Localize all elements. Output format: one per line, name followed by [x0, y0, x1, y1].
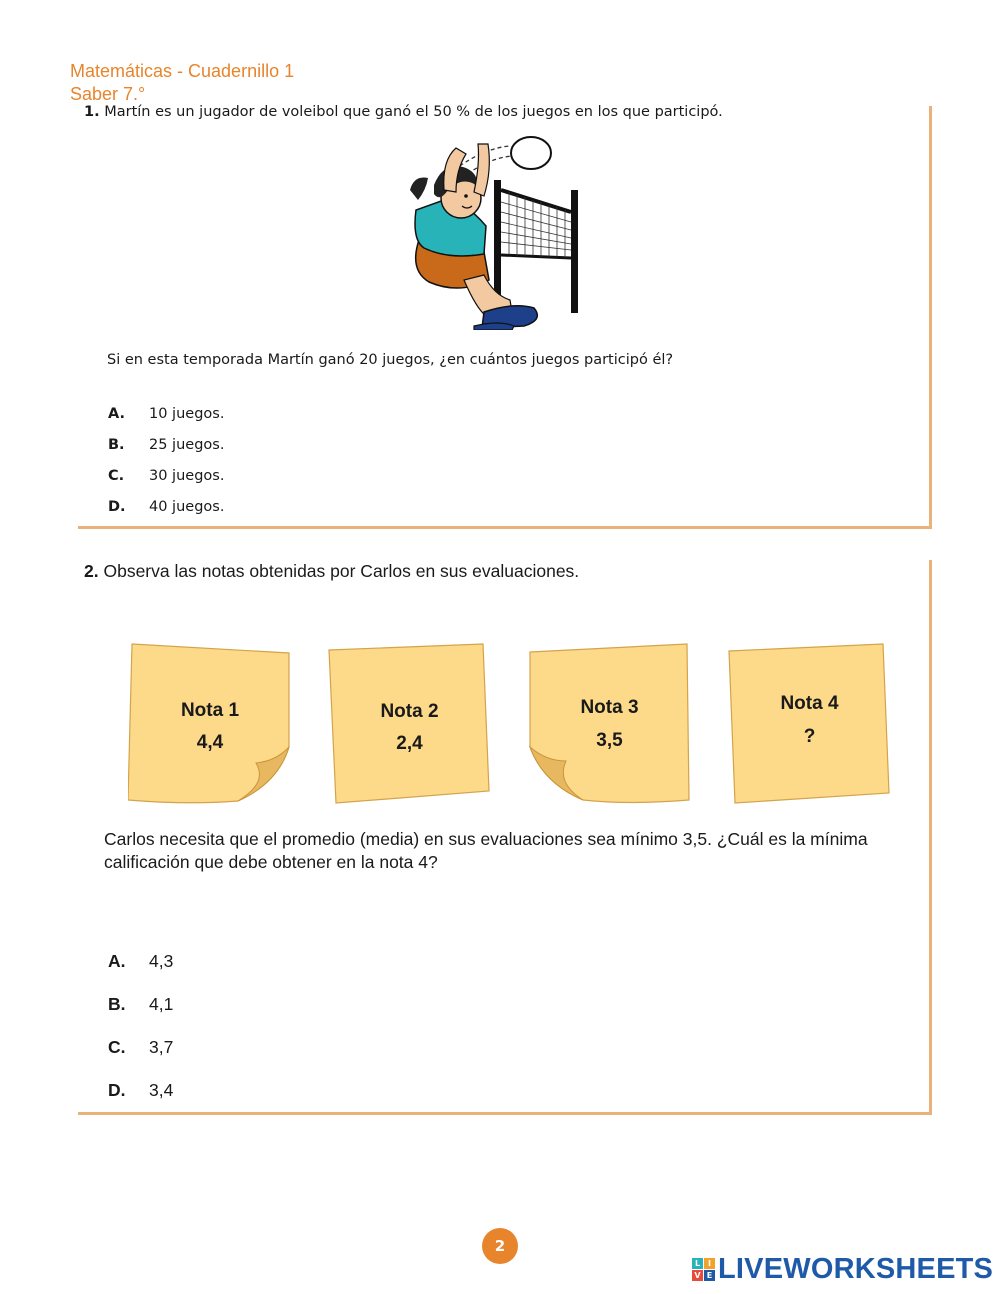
question-number: 2. — [84, 561, 99, 581]
option-text: 25 juegos. — [149, 436, 225, 453]
answer-option-d[interactable] — [108, 1069, 173, 1112]
brand-icon-letter: L — [692, 1258, 703, 1269]
answer-option-b[interactable] — [108, 429, 224, 460]
question-1-stem — [84, 104, 723, 120]
liveworksheets-logo[interactable] — [692, 1253, 993, 1286]
option-letter: B. — [108, 436, 125, 453]
option-text: 3,7 — [149, 1037, 174, 1057]
grade-level: Saber 7.° — [70, 84, 146, 104]
question-2-options — [108, 940, 173, 1112]
brand-name: LIVEWORKSHEETS — [718, 1253, 994, 1285]
note-card-1 — [128, 643, 292, 805]
question-1-panel — [78, 106, 932, 529]
answer-option-a[interactable] — [108, 398, 224, 429]
answer-option-c[interactable] — [108, 1026, 173, 1069]
question-text: Martín es un jugador de voleibol que ganó el 50 % de los juegos en los que participó. — [104, 104, 723, 120]
answer-option-a[interactable] — [108, 940, 173, 983]
brand-icon-letter: V — [692, 1270, 703, 1281]
ball-shape — [511, 137, 551, 169]
answer-option-d[interactable] — [108, 491, 224, 522]
option-text: 4,3 — [149, 951, 174, 971]
option-letter: C. — [108, 1037, 126, 1057]
brand-icon-letter: E — [704, 1270, 715, 1281]
note-value: 3,5 — [596, 730, 623, 751]
question-1-prompt: Si en esta temporada Martín ganó 20 juegos, ¿en cuántos juegos participó él? — [107, 352, 674, 368]
note-value: ? — [803, 726, 816, 747]
note-label: Nota 1 — [180, 700, 240, 721]
question-2-stem — [84, 561, 579, 582]
question-2-panel — [78, 560, 932, 1115]
question-number: 1. — [84, 104, 100, 120]
question-1-options — [108, 398, 224, 522]
option-text: 30 juegos. — [149, 467, 225, 484]
question-2-prompt: Carlos necesita que el promedio (media) en sus evaluaciones sea mínimo 3,5. ¿Cuál es la mínima calificación que debe obtener en la nota 4? — [104, 829, 868, 872]
brand-icon-letter: I — [704, 1258, 715, 1269]
option-letter: A. — [108, 951, 126, 971]
note-value: 2,4 — [396, 733, 423, 754]
note-card-4 — [728, 643, 891, 805]
answer-option-b[interactable] — [108, 983, 173, 1026]
note-label: Nota 3 — [580, 697, 639, 718]
volleyball-player-illustration — [404, 130, 644, 330]
page-number: 2 — [482, 1228, 518, 1264]
option-letter: D. — [108, 498, 126, 515]
option-letter: A. — [108, 405, 125, 422]
note-label: Nota 2 — [380, 701, 439, 722]
note-card-2 — [328, 643, 491, 805]
option-letter: C. — [108, 467, 125, 484]
option-text: 4,1 — [149, 994, 174, 1014]
player-shape — [410, 144, 537, 330]
note-label: Nota 4 — [780, 693, 839, 714]
answer-option-c[interactable] — [108, 460, 224, 491]
option-letter: D. — [108, 1080, 126, 1100]
note-card-3 — [528, 643, 691, 805]
brand-grid-icon — [692, 1258, 715, 1281]
worksheet-header — [70, 60, 294, 106]
question-text: Observa las notas obtenidas por Carlos en sus evaluaciones. — [103, 561, 580, 581]
option-text: 3,4 — [149, 1080, 174, 1100]
option-letter: B. — [108, 994, 126, 1014]
option-text: 10 juegos. — [149, 405, 225, 422]
subject-title: Matemáticas - Cuadernillo 1 — [70, 61, 295, 81]
note-value: 4,4 — [196, 732, 224, 753]
option-text: 40 juegos. — [149, 498, 225, 515]
